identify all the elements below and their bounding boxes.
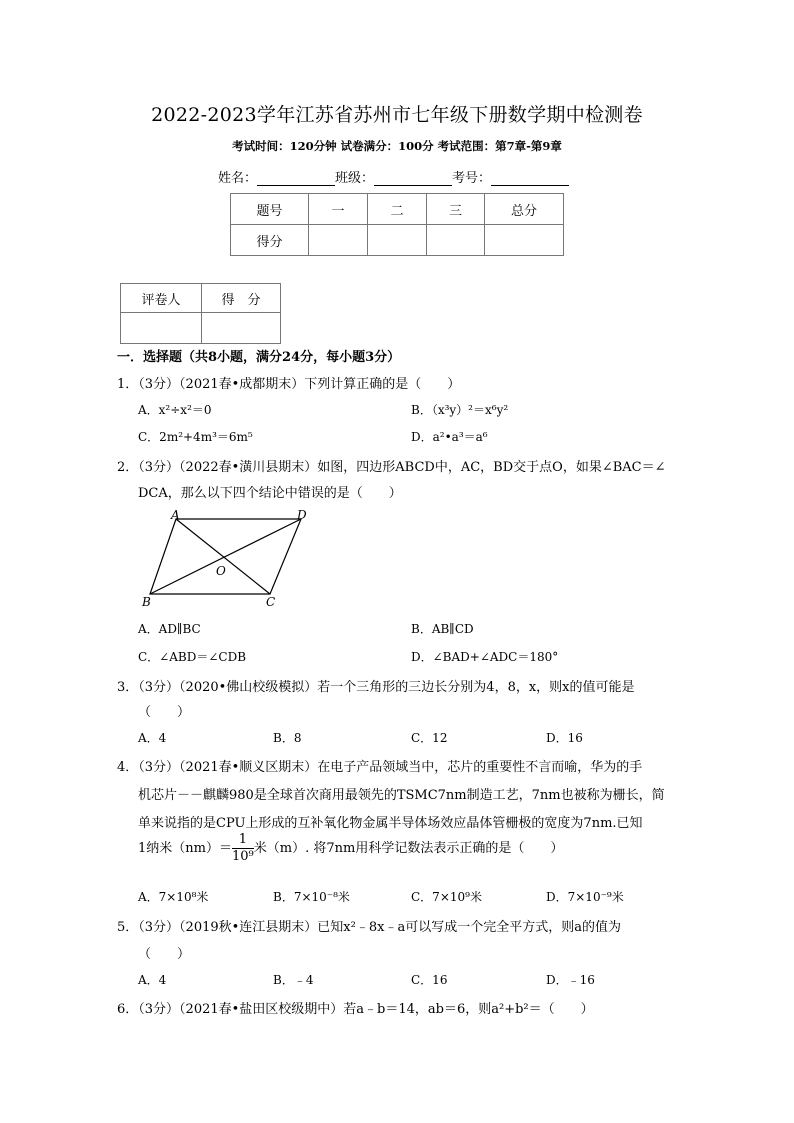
q3-option-a[interactable]: A．4 <box>138 731 167 745</box>
q1-option-d[interactable]: D．a²•a³＝a⁶ <box>411 430 488 444</box>
quadrilateral-figure <box>140 510 320 610</box>
q5-option-a[interactable]: A．4 <box>138 973 167 987</box>
score-cell[interactable] <box>309 225 368 256</box>
class-blank[interactable] <box>374 171 452 186</box>
question-5-stem-line1: 5．（3分）（2019秋•连江县期末）已知x²﹣8x﹣a可以写成一个完全平方式，则a的值为 <box>117 920 621 935</box>
score-header-cell: 总分 <box>485 194 564 225</box>
question-5-stem-line2: （ ） <box>138 947 191 962</box>
q4-nm-definition: 1纳米（nm）＝ <box>138 841 232 856</box>
figure-label-b: B <box>142 595 151 609</box>
score-table <box>230 193 564 256</box>
diagonal-ac <box>176 519 270 594</box>
question-2-stem-line2: DCA，那么以下四个结论中错误的是（ ） <box>138 486 402 501</box>
question-3-stem-line2: （ ） <box>138 705 191 720</box>
score-header-cell: 二 <box>368 194 427 225</box>
q4-option-a[interactable]: A．7×10⁸米 <box>138 890 209 904</box>
q1-option-c[interactable]: C．2m²+4m³＝6m⁵ <box>138 430 253 444</box>
q1-option-a[interactable]: A．x²÷x²＝0 <box>138 403 212 417</box>
q5-option-c[interactable]: C．16 <box>411 973 448 987</box>
grader-label: 评卷人 <box>121 284 202 313</box>
q5-option-d[interactable]: D．﹣16 <box>546 973 595 987</box>
question-3-stem-line1: 3．（3分）（2020•佛山校级模拟）若一个三角形的三边长分别为4，8，x，则x的值可能是 <box>117 680 635 695</box>
grader-score-label: 得 分 <box>202 284 281 313</box>
question-4-stem-line2: 机芯片－－麒麟980是全球首次商用最领先的TSMC7nm制造工艺，7nm也被称为栅长，简 <box>138 788 665 803</box>
question-1-stem: 1．（3分）（2021春•成都期末）下列计算正确的是（ ） <box>117 377 461 392</box>
q4-option-c[interactable]: C．7×10⁹米 <box>411 890 482 904</box>
figure-label-a: A <box>171 510 180 522</box>
question-4-stem-line1: 4．（3分）（2021春•顺义区期末）在电子产品领域当中，芯片的重要性不言而喻，华为的手 <box>117 760 643 775</box>
section-title: 一．选择题（共8小题，满分24分，每小题3分） <box>117 350 401 365</box>
q4-option-d[interactable]: D．7×10⁻⁹米 <box>546 890 624 904</box>
q2-option-c[interactable]: C．∠ABD＝∠CDB <box>138 650 247 664</box>
question-4-stem-line3: 单来说指的是CPU上形成的互补氧化物金属半导体场效应晶体管栅极的宽度为7nm.已知 <box>138 816 643 831</box>
exam-no-blank[interactable] <box>491 171 569 186</box>
score-header-cell: 题号 <box>231 194 309 225</box>
grader-table <box>120 283 281 344</box>
q1-option-b[interactable]: B．（x³y）²＝x⁶y² <box>411 403 509 417</box>
q3-option-b[interactable]: B．8 <box>273 731 302 745</box>
question-2-stem-line1: 2．（3分）（2022春•潢川县期末）如图，四边形ABCD中，AC，BD交于点O，如果∠BAC＝∠ <box>117 460 666 475</box>
score-row-label: 得分 <box>231 225 309 256</box>
figure-label-c: C <box>266 595 276 609</box>
score-header-cell: 一 <box>309 194 368 225</box>
fraction-denominator: 10⁹ <box>231 849 254 864</box>
score-cell[interactable] <box>427 225 485 256</box>
class-label: 班级： <box>335 171 375 186</box>
name-blank[interactable] <box>257 171 335 186</box>
figure-label-o: O <box>216 564 226 578</box>
grader-cell[interactable] <box>202 313 281 344</box>
question-4-stem-line4 <box>138 832 563 865</box>
exam-no-label: 考号： <box>452 171 492 186</box>
q3-option-d[interactable]: D．16 <box>546 731 583 745</box>
q2-option-a[interactable]: A．AD∥BC <box>138 622 201 636</box>
grader-cell[interactable] <box>121 313 202 344</box>
fraction-numerator: 1 <box>232 832 254 849</box>
student-info <box>218 167 569 186</box>
q4-option-b[interactable]: B．7×10⁻⁸米 <box>273 890 350 904</box>
q2-option-d[interactable]: D．∠BAD+∠ADC＝180° <box>411 650 559 664</box>
exam-subtitle: 考试时间：120分钟 试卷满分：100分 考试范围：第7章-第9章 <box>232 139 562 153</box>
q3-option-c[interactable]: C．12 <box>411 731 448 745</box>
question-6-stem: 6．（3分）（2021春•盐田区校级期中）若a﹣b＝14，ab＝6，则a²+b²＝（ ） <box>117 1002 594 1017</box>
score-cell[interactable] <box>485 225 564 256</box>
q4-fraction <box>232 832 254 865</box>
q2-option-b[interactable]: B．AB∥CD <box>411 622 474 636</box>
q5-option-b[interactable]: B．﹣4 <box>273 973 314 987</box>
page-title: 2022-2023学年江苏省苏州市七年级下册数学期中检测卷 <box>151 104 643 126</box>
name-label: 姓名： <box>218 171 258 186</box>
score-cell[interactable] <box>368 225 427 256</box>
score-header-cell: 三 <box>427 194 485 225</box>
q4-stem-tail: 米（m）. 将7nm用科学记数法表示正确的是（ ） <box>253 841 564 856</box>
figure-label-d: D <box>297 510 307 522</box>
